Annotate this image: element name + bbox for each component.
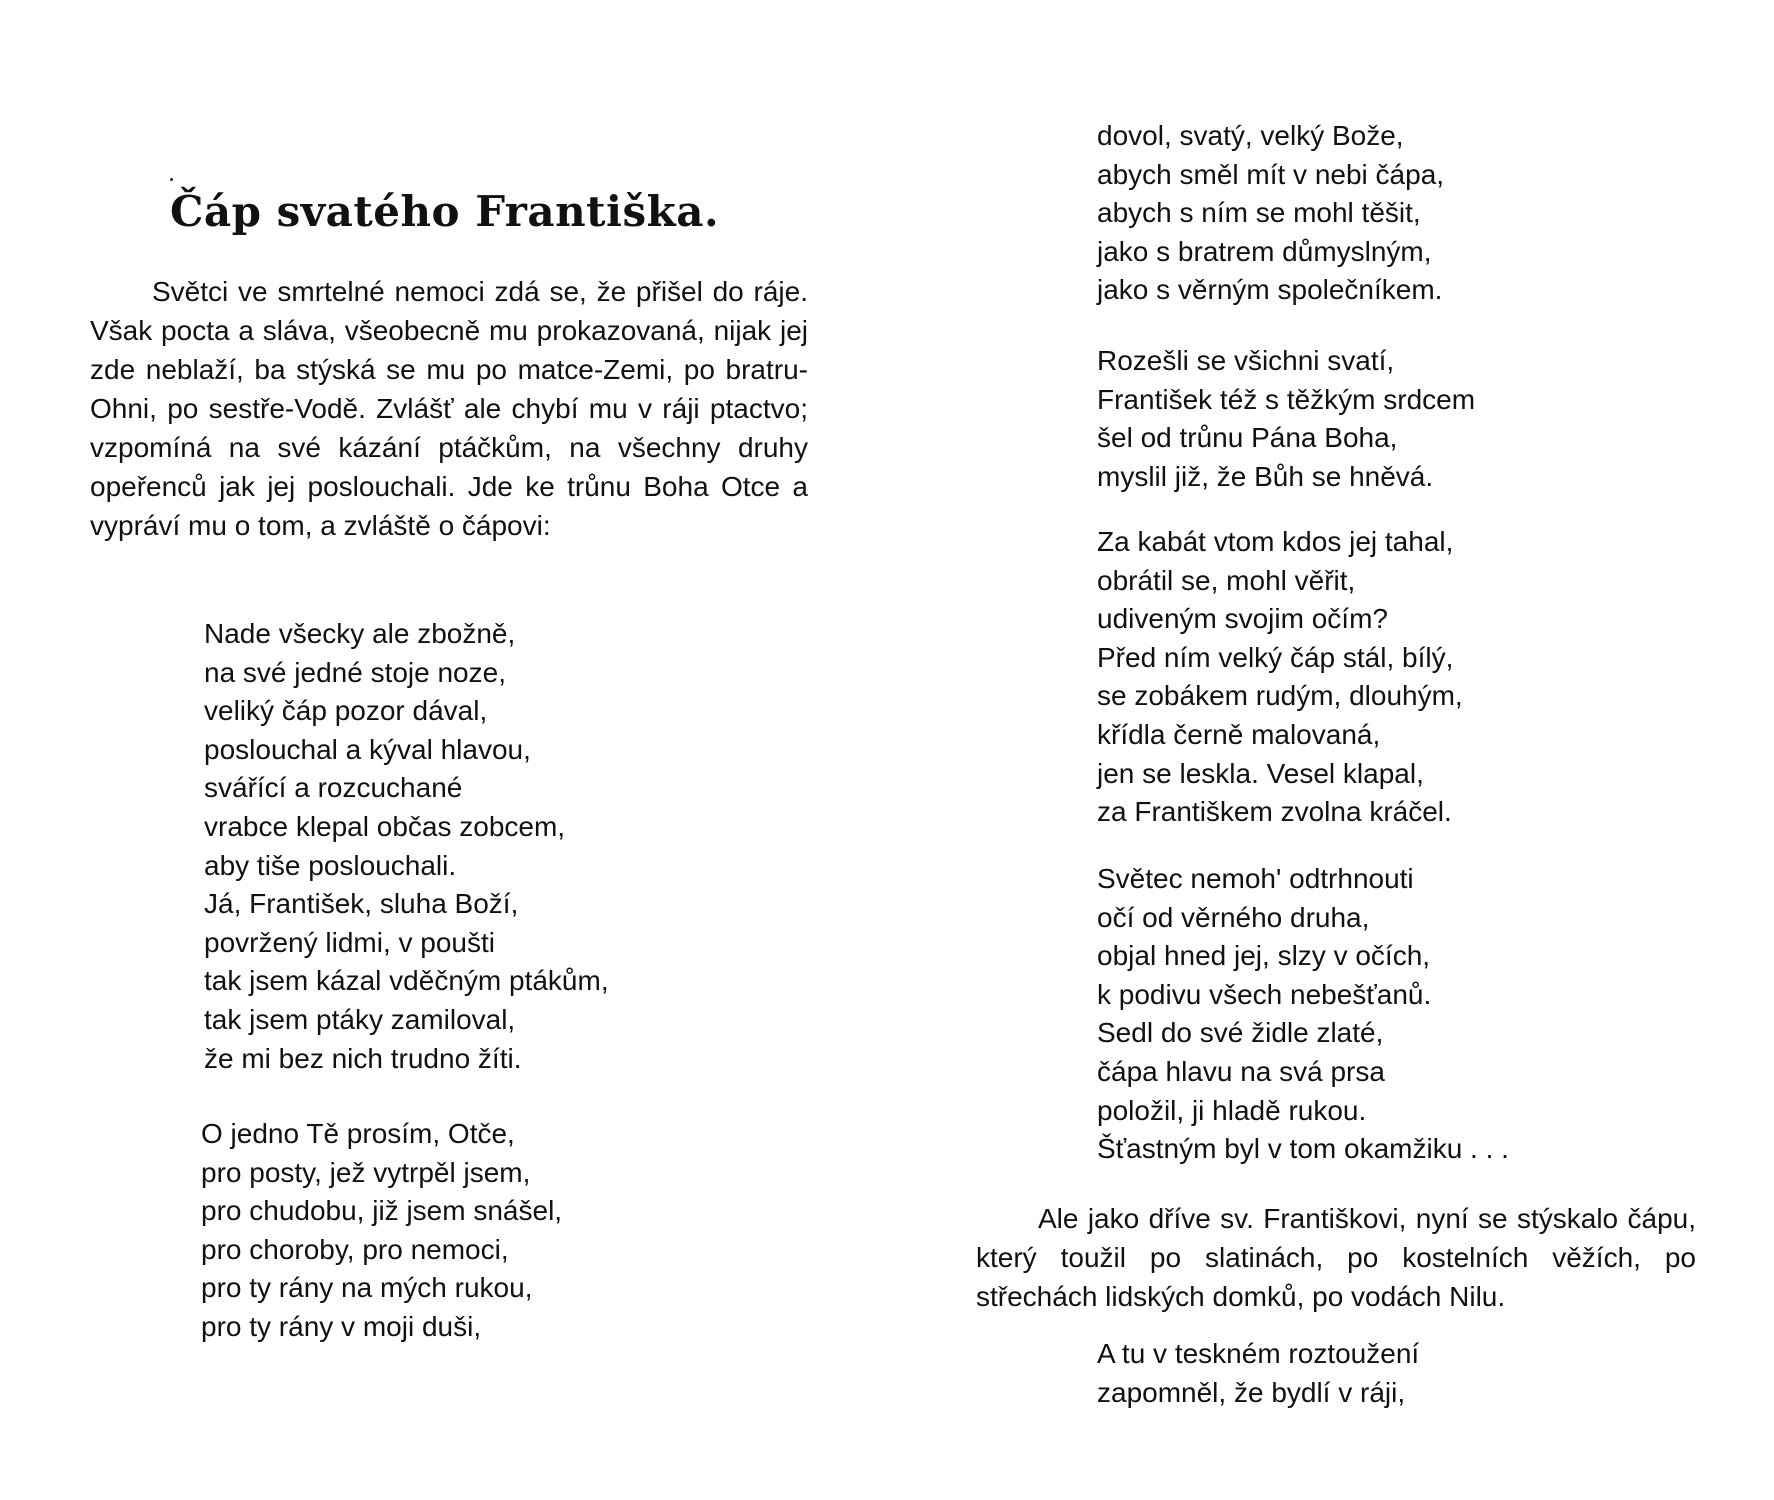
verse-line: udiveným svojim očím?: [1097, 603, 1388, 635]
verse-line: že mi bez nich trudno žíti.: [204, 1042, 522, 1074]
verse-line: poslouchal a kýval hlavou,: [204, 733, 531, 765]
verse-line: pro chudobu, již jsem snášel,: [201, 1195, 563, 1227]
verse-line: Nade všecky ale zbožně,: [204, 618, 516, 649]
verse-line: zapomněl, že bydlí v ráji,: [1097, 1376, 1406, 1408]
stanza-7: [1097, 1335, 1419, 1412]
verse-line: Za kabát vtom kdos jej tahal,: [1097, 526, 1454, 557]
verse-line: dovol, svatý, velký Bože,: [1097, 120, 1404, 151]
verse-line: obrátil se, mohl věřit,: [1097, 564, 1356, 596]
verse-line: povržený lidmi, v poušti: [204, 926, 496, 958]
verse-line: A tu v teskném roztoužení: [1097, 1338, 1420, 1369]
stanza-6: [1097, 860, 1509, 1169]
verse-line: aby tiše poslouchali.: [204, 849, 457, 881]
verse-line: šel od trůnu Pána Boha,: [1097, 422, 1398, 454]
intro-paragraph: Světci ve smrtelné nemoci zdá se, že přišel do ráje. Však pocta a sláva, všeobecně mu prokazovaná, nijak jej zde neblaží, ba stýská se mu po matce-Zemi, po bratru-Ohni, po sestře-Vodě. Zvlášť ale chybí mu v ráji ptactvo; vzpomíná na své kázání ptáčkům, na všechny druhy opeřenců jak jej poslouchali. Jde ke trůnu Boha Otce a vypráví mu o tom, a zvláště o čápovi:: [90, 276, 808, 541]
verse-line: vrabce klepal občas zobcem,: [204, 810, 566, 842]
verse-line: pro choroby, pro nemoci,: [201, 1233, 509, 1265]
verse-line: Před ním velký čáp stál, bílý,: [1097, 641, 1454, 673]
verse-line: položil, ji hladě rukou.: [1097, 1094, 1367, 1126]
verse-line: jen se leskla. Vesel klapal,: [1097, 757, 1424, 789]
verse-line: myslil již, že Bůh se hněvá.: [1097, 460, 1434, 492]
verse-line: Rozešli se všichni svatí,: [1097, 345, 1395, 376]
verse-line: Sedl do své židle zlaté,: [1097, 1017, 1384, 1049]
verse-line: Šťastným byl v tom okamžiku . . .: [1097, 1133, 1509, 1165]
poem-title: Čáp svatého Františka.: [170, 187, 720, 236]
stanza-3: [1097, 117, 1444, 310]
verse-line: očí od věrného druha,: [1097, 901, 1370, 933]
verse-line: pro ty rány v moji duši,: [201, 1310, 482, 1342]
verse-line: O jedno Tě prosím, Otče,: [201, 1118, 515, 1149]
verse-line: tak jsem ptáky zamiloval,: [204, 1003, 516, 1035]
verse-line: Já, František, sluha Boží,: [204, 888, 519, 920]
verse-line: František též s těžkým srdcem: [1097, 383, 1476, 415]
verse-line: za Františkem zvolna kráčel.: [1097, 796, 1452, 828]
verse-line: na své jedné stoje noze,: [204, 656, 506, 688]
verse-line: veliký čáp pozor dával,: [204, 695, 488, 727]
verse-line: abych s ním se mohl těšit,: [1097, 197, 1421, 229]
stanza-1: [204, 615, 609, 1078]
outro-paragraph: Ale jako dříve sv. Františkovi, nyní se stýskalo čápu, který toužil po slatinách, po kostelních věžích, po střechách lidských domků, po vodách Nilu.: [976, 1203, 1696, 1312]
verse-line: svářící a rozcuchané: [204, 772, 463, 804]
verse-line: jako s bratrem důmyslným,: [1097, 235, 1432, 267]
verse-line: k podivu všech nebešťanů.: [1097, 978, 1432, 1010]
verse-line: pro ty rány na mých rukou,: [201, 1272, 533, 1304]
verse-line: Světec nemoh' odtrhnouti: [1097, 863, 1414, 894]
verse-line: abych směl mít v nebi čápa,: [1097, 158, 1445, 190]
stanza-2: [201, 1115, 562, 1347]
verse-line: se zobákem rudým, dlouhým,: [1097, 680, 1463, 712]
verse-line: čápa hlavu na svá prsa: [1097, 1055, 1385, 1087]
verse-line: tak jsem kázal vděčným ptákům,: [204, 965, 609, 997]
stanza-4: [1097, 342, 1475, 496]
verse-line: křídla černě malovaná,: [1097, 718, 1381, 750]
verse-line: jako s věrným společníkem.: [1097, 274, 1443, 306]
verse-line: objal hned jej, slzy v očích,: [1097, 940, 1431, 972]
print-speck: [170, 178, 173, 181]
verse-line: pro posty, jež vytrpěl jsem,: [201, 1156, 531, 1188]
stanza-5: [1097, 523, 1463, 832]
